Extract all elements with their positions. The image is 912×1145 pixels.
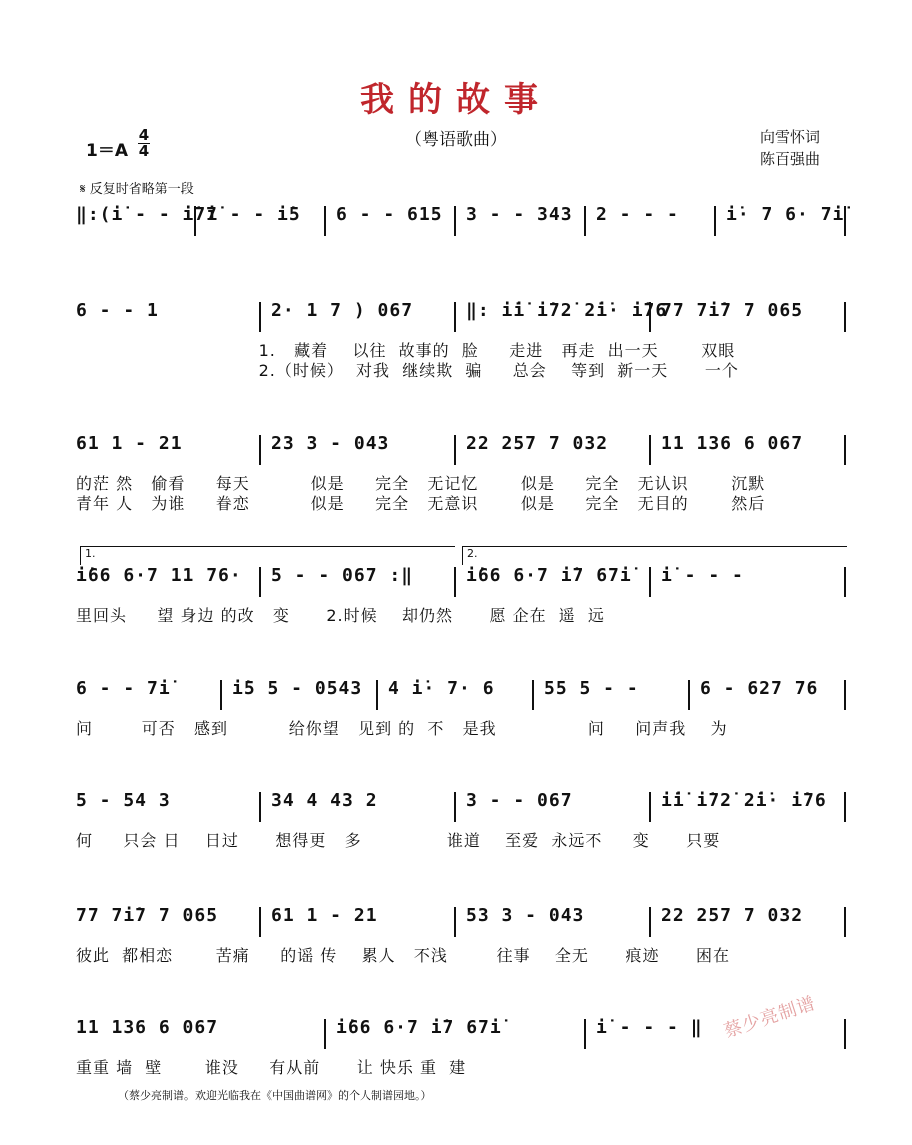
measure: 3 - - 067: [466, 790, 573, 811]
watermark-stamp: 蔡少亮制谱: [721, 992, 819, 1043]
score-row: [66, 300, 846, 380]
measure: 6 - - 615: [336, 204, 443, 225]
bar-line: [259, 567, 261, 597]
score-row: [66, 433, 846, 513]
measure: 5 - 54 3: [76, 790, 171, 811]
bar-line: [324, 206, 326, 236]
bar-line: [454, 792, 456, 822]
bar-line: [532, 680, 534, 710]
score-row: [66, 790, 846, 850]
bar-line: [649, 907, 651, 937]
measure: i̇ - - -: [661, 565, 744, 586]
measure: ‖: i̇i̇ i̇72̇ 2̇i̇· i̇76: [466, 300, 668, 321]
measure: i̇66 6·7 i̇7 67i̇: [466, 565, 632, 586]
score-row: [66, 565, 846, 625]
key-signature: 1＝A: [86, 141, 128, 161]
measure: 2· 1 7 ) 067: [271, 300, 414, 321]
measure: 6 - 627 76: [700, 678, 819, 699]
bar-line: [844, 302, 846, 332]
measure: 5 - - 067 :‖: [271, 565, 414, 586]
repeat-note: [80, 178, 194, 197]
measure: i̇i̇ i̇72̇ 2̇i̇· i̇76: [661, 790, 827, 811]
song-subtitle: （粤语歌曲）: [405, 130, 507, 150]
measure: i̇66 6·7 11 76·: [76, 565, 242, 586]
bar-line: [194, 206, 196, 236]
measure: i̇5 5 - 0543: [232, 678, 363, 699]
time-signature-top: 4: [138, 126, 150, 144]
volta-bracket: 2.: [462, 546, 847, 565]
segno-icon: 𝄋: [80, 182, 86, 197]
measure: 77 7i̇7 7 065: [76, 905, 219, 926]
bar-line: [584, 206, 586, 236]
lyric-line: 里回头 望 身边 的改 变 2.时候 却仍然 愿 企在 遥 远: [76, 606, 605, 625]
bar-line: [259, 792, 261, 822]
bar-line: [454, 567, 456, 597]
measure: 4 i̇· 7· 6: [388, 678, 495, 699]
score-row: [66, 905, 846, 965]
bar-line: [649, 302, 651, 332]
bar-line: [844, 792, 846, 822]
bar-line: [844, 206, 846, 236]
lyric-line: 1. 藏着 以往 故事的 脸 走进 再走 出一天 双眼: [76, 341, 736, 360]
bar-line: [220, 680, 222, 710]
measure: 34 4 43 2: [271, 790, 378, 811]
measure: i̇ - - - ‖: [596, 1017, 703, 1038]
time-signature: [138, 128, 150, 159]
time-signature-bottom: 4: [138, 142, 150, 160]
measure: i̇66 6·7 i̇7 67i̇: [336, 1017, 502, 1038]
score-row: [66, 678, 846, 738]
lyricist-credit: 向雪怀词: [760, 128, 821, 146]
measure: 61 1 - 21: [271, 905, 378, 926]
measure: 11 136 6 067: [76, 1017, 219, 1038]
lyric-line: 2.（时候） 对我 继续欺 骗 总会 等到 新一天 一个: [76, 361, 739, 380]
lyric-line: 何 只会 日 日过 想得更 多 谁道 至爱 永远不 变 只要: [76, 831, 721, 850]
bar-line: [844, 907, 846, 937]
bar-line: [454, 907, 456, 937]
lyric-line: 青年 人 为谁 眷恋 似是 完全 无意识 似是 完全 无目的 然后: [76, 494, 766, 513]
bar-line: [649, 567, 651, 597]
measure: 7 - - i̇5: [206, 204, 301, 225]
measure: 6 - - 7i̇: [76, 678, 171, 699]
bar-line: [688, 680, 690, 710]
bar-line: [844, 680, 846, 710]
bar-line: [454, 302, 456, 332]
measure: i̇· 7 6· 7i̇: [726, 204, 845, 225]
bar-line: [844, 435, 846, 465]
measure: 22 257 7 032: [661, 905, 804, 926]
measure: 22 257 7 032: [466, 433, 609, 454]
measure: 11 136 6 067: [661, 433, 804, 454]
lyric-line: 问 可否 感到 给你望 见到 的 不 是我 问 问声我 为: [76, 719, 728, 738]
lyric-line: 的茫 然 偷看 每天 似是 完全 无记忆 似是 完全 无认识 沉默: [76, 474, 766, 493]
measure: 77 7i̇7 7 065: [661, 300, 804, 321]
bar-line: [454, 206, 456, 236]
measure: 55 5 - -: [544, 678, 639, 699]
lyric-line: 重重 墙 壁 谁没 有从前 让 快乐 重 建: [76, 1058, 467, 1077]
measure: ‖:(i̇ - - i̇7i̇: [76, 204, 219, 225]
bar-line: [259, 435, 261, 465]
measure: 3 - - 343: [466, 204, 573, 225]
bar-line: [844, 567, 846, 597]
repeat-note-text: 反复时省略第一段: [89, 182, 194, 197]
bar-line: [259, 907, 261, 937]
lyric-line: 彼此 都相恋 苦痛 的谣 传 累人 不浅 往事 全无 痕迹 困在: [76, 946, 730, 965]
bar-line: [649, 435, 651, 465]
bar-line: [649, 792, 651, 822]
measure: 61 1 - 21: [76, 433, 183, 454]
score-row: [66, 204, 846, 244]
measure: 23 3 - 043: [271, 433, 390, 454]
footer-note: （蔡少亮制谱。欢迎光临我在《中国曲谱网》的个人制谱园地。）: [118, 1089, 432, 1102]
bar-line: [324, 1019, 326, 1049]
composer-credit: 陈百强曲: [760, 150, 821, 168]
bar-line: [584, 1019, 586, 1049]
bar-line: [714, 206, 716, 236]
bar-line: [454, 435, 456, 465]
volta-bracket: 1.: [80, 546, 455, 565]
measure: 53 3 - 043: [466, 905, 585, 926]
bar-line: [376, 680, 378, 710]
bar-line: [259, 302, 261, 332]
bar-line: [844, 1019, 846, 1049]
measure: 2 - - -: [596, 204, 679, 225]
measure: 6 - - 1: [76, 300, 159, 321]
song-title: 我的故事: [360, 80, 552, 120]
